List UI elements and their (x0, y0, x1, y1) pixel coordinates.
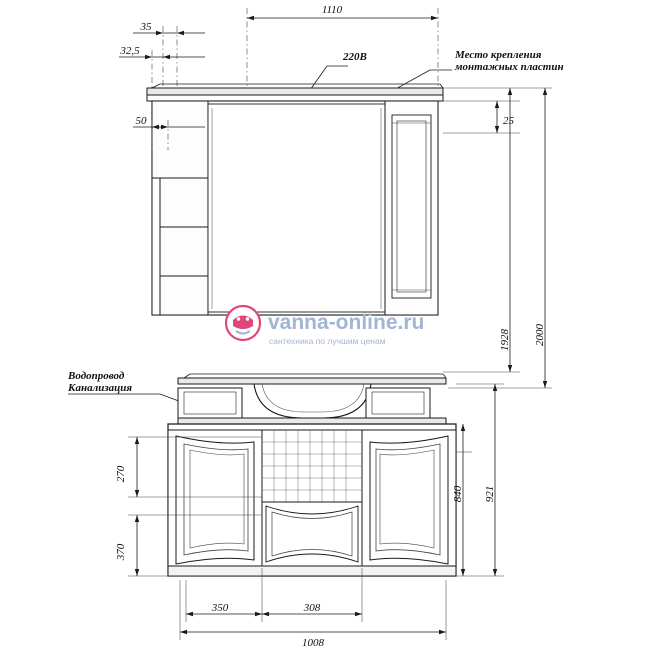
dim-1928-text: 1928 (499, 329, 511, 351)
dim-1008-text: 1008 (302, 637, 324, 649)
dim-350-text: 350 (211, 602, 229, 614)
watermark-brand: vanna-online.ru (268, 311, 425, 334)
dim-270-text: 270 (115, 465, 127, 483)
label-sewerage: Канализация (68, 382, 133, 394)
upper-cabinet-assembly (147, 84, 443, 315)
watermark-logo-icon (226, 306, 260, 340)
label-mount-plates-line2: монтажных пластин (455, 61, 564, 73)
label-water-supply: Водопровод (68, 370, 125, 382)
dim-35-text: 35 (140, 21, 152, 33)
dim-308-text: 308 (303, 602, 321, 614)
watermark-tagline: сантехника по лучшим ценам (269, 336, 386, 346)
label-socket: 220В (343, 51, 367, 63)
dim-25-text: 25 (503, 115, 514, 127)
dim-921-text: 921 (484, 485, 496, 503)
dimension-35 (133, 26, 205, 92)
dim-50-text: 50 (135, 115, 147, 127)
dimension-top-width (247, 8, 438, 92)
label-mount-plates-line1: Место крепления (455, 49, 542, 61)
dim-2000-text: 2000 (534, 324, 546, 346)
dim-1110-text: 1110 (321, 4, 343, 16)
dim-370-text: 370 (115, 543, 127, 561)
dim-32-5-text: 32,5 (120, 45, 140, 57)
watermark (226, 306, 424, 346)
vanity-assembly (168, 374, 456, 576)
dim-840-text: 840 (452, 485, 464, 503)
